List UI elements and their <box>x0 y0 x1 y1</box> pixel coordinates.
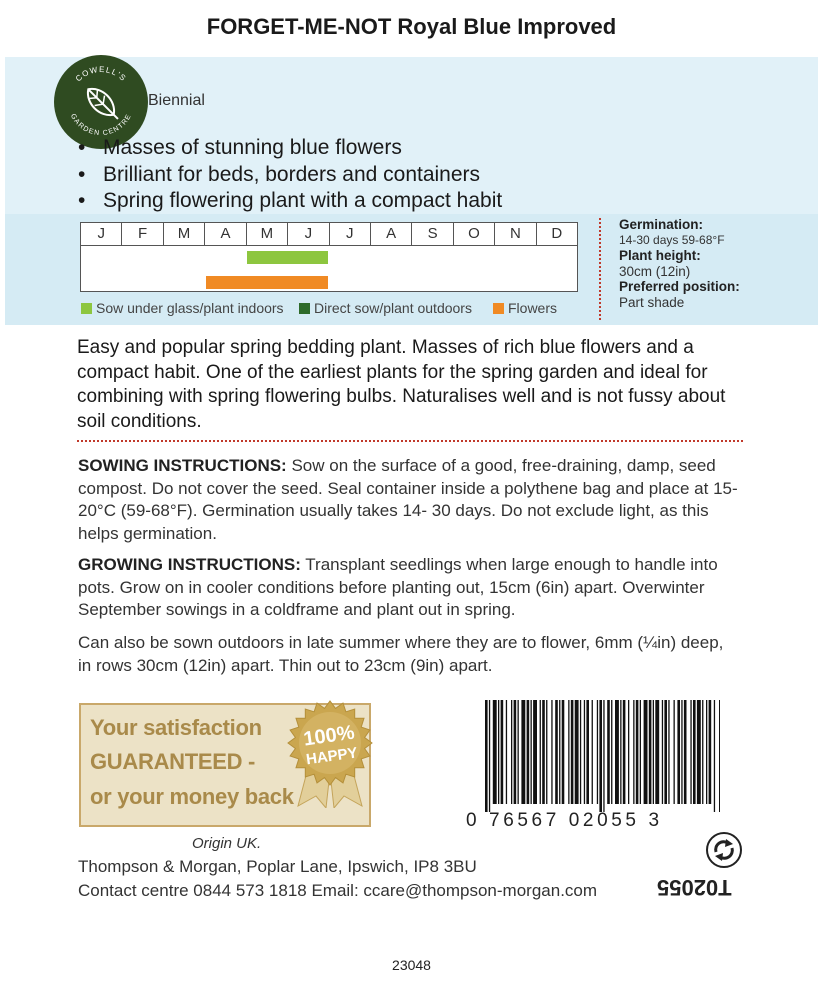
growing-heading: GROWING INSTRUCTIONS: <box>78 555 301 574</box>
barcode-bar <box>655 700 659 804</box>
month-sep: S <box>412 223 453 245</box>
plant-facts <box>619 217 740 311</box>
barcode-bar <box>521 700 525 804</box>
barcode-bar <box>511 700 512 804</box>
barcode-bar <box>653 700 654 804</box>
month-may: M <box>247 223 288 245</box>
plant-type: Biennial <box>148 92 205 109</box>
month-jun: J <box>288 223 329 245</box>
barcode-bar <box>586 700 589 804</box>
outdoor-sowing-note: Can also be sown outdoors in late summer where they are to flower, 6mm (¼in) deep, in rows 30cm (12in) apart. Thin out to 23cm (9in) apart. <box>78 633 724 675</box>
barcode-bar <box>668 700 669 804</box>
barcode-bar <box>551 700 552 804</box>
position-label: Preferred position: <box>619 279 740 295</box>
feature-item: • Spring flowering plant with a compact habit <box>78 188 502 215</box>
barcode-bar <box>546 700 547 804</box>
barcode-bar <box>506 700 507 804</box>
company-address: Thompson & Morgan, Poplar Lane, Ipswich, IP8 3BU <box>78 857 477 876</box>
barcode-bar <box>555 700 558 804</box>
barcode-bar <box>640 700 641 804</box>
sowing-instructions <box>78 455 738 545</box>
contact-line: Contact centre 0844 573 1818 Email: ccare@thompson-morgan.com <box>78 881 598 900</box>
svg-text:COWELL'S <box>74 65 128 83</box>
feature-list <box>78 135 502 215</box>
legend-direct-sow <box>299 300 472 316</box>
guarantee-line-1: Your satisfaction <box>90 715 262 740</box>
barcode-bar <box>540 700 541 804</box>
barcode-bar <box>719 700 720 812</box>
barcode-bar <box>690 700 691 804</box>
barcode-bar <box>531 700 532 804</box>
month-apr: A <box>205 223 246 245</box>
height-label: Plant height: <box>619 248 701 264</box>
barcode-bar <box>636 700 639 804</box>
barcode-bar <box>580 700 581 804</box>
barcode-digits: 0 76567 02055 3 <box>466 810 663 831</box>
seal-percent-text: 100% <box>302 721 356 751</box>
sow-indoors-bar <box>247 251 328 264</box>
barcode-bar <box>559 700 560 804</box>
barcode-bar <box>684 700 687 804</box>
barcode-bar <box>597 700 598 804</box>
sowing-heading: SOWING INSTRUCTIONS: <box>78 456 287 475</box>
barcode-bar <box>649 700 652 804</box>
footer-number: 23048 <box>392 957 431 973</box>
logo-sub-text: GARDEN CENTRE <box>68 112 134 138</box>
legend-flowers-label: Flowers <box>508 300 558 316</box>
sowing-text: Sow on the surface of a good, free-draining, damp, seed compost. Do not cover the seed. Seal container inside a polythene bag and place at 15-20°C (59-68°F). Germination usually takes 14- 30 days. Do not exclude light, as this helps germination. <box>78 456 738 543</box>
barcode-bar <box>677 700 680 804</box>
feature-item: • Brilliant for beds, borders and containers <box>78 162 502 189</box>
barcode-bar <box>498 700 499 804</box>
barcode-bar <box>501 700 504 804</box>
guarantee-line-3: or your money back <box>90 784 294 809</box>
germination-label: Germination: <box>619 217 704 232</box>
barcode-bar <box>628 700 629 804</box>
barcode-bar <box>562 700 565 804</box>
height-value: 30cm (12in) <box>619 263 691 279</box>
barcode-bar <box>489 700 490 812</box>
product-code: T02055 <box>657 875 732 900</box>
legend-direct-sow-label: Direct sow/plant outdoors <box>314 300 472 316</box>
barcode-bar <box>514 700 517 804</box>
month-mar: M <box>164 223 205 245</box>
feature-item: • Masses of stunning blue flowers <box>78 135 502 162</box>
legend-sow-indoors-label: Sow under glass/plant indoors <box>96 300 284 316</box>
growing-text: Transplant seedlings when large enough to handle into pots. Grow on in cooler conditions before planting out, 15cm (6in) apart. Overwinter September sowings in a coldframe and plant out in spring. <box>78 555 718 619</box>
sowing-calendar <box>80 222 578 292</box>
leaf-icon <box>82 83 124 125</box>
barcode-bar <box>706 700 707 804</box>
barcode-bar <box>568 700 569 804</box>
origin: Origin UK. <box>192 835 262 852</box>
barcode-bar <box>527 700 530 804</box>
legend-flowers <box>493 300 557 316</box>
calendar-months <box>81 223 577 246</box>
barcode-bar <box>533 700 537 804</box>
barcode-bar <box>681 700 682 804</box>
month-nov: N <box>495 223 536 245</box>
month-aug: A <box>371 223 412 245</box>
barcode <box>485 700 720 812</box>
barcode-bar <box>603 700 604 812</box>
barcode-bar <box>584 700 585 804</box>
barcode-bar <box>697 700 701 804</box>
direct-sow-swatch <box>299 303 310 314</box>
logo-brand-text: COWELL'S <box>73 64 129 84</box>
dotted-divider <box>599 218 601 320</box>
legend-sow-indoors <box>81 300 284 316</box>
barcode-bar <box>485 700 488 812</box>
guarantee-line-2: GUARANTEED - <box>90 749 256 774</box>
dotted-separator <box>77 440 743 442</box>
position-value: Part shade <box>619 294 685 310</box>
recycle-icon <box>706 832 742 868</box>
germination-value: 14-30 days 59-68°F <box>619 232 725 247</box>
happy-seal-icon <box>278 698 382 808</box>
barcode-bar <box>493 700 497 804</box>
packet-title: FORGET-ME-NOT Royal Blue Improved <box>206 14 617 39</box>
barcode-bar <box>611 700 612 804</box>
barcode-bar <box>599 700 602 812</box>
barcode-bar <box>615 700 619 804</box>
barcode-bar <box>542 700 545 804</box>
svg-text:GARDEN CENTRE <box>69 113 133 137</box>
barcode-bar <box>702 700 703 804</box>
barcode-bar <box>620 700 621 804</box>
month-oct: O <box>454 223 495 245</box>
barcode-bar <box>518 700 519 804</box>
barcode-bar <box>693 700 696 804</box>
barcode-bar <box>592 700 593 804</box>
barcode-bar <box>607 700 610 804</box>
month-feb: F <box>122 223 163 245</box>
barcode-bar <box>662 700 663 804</box>
growing-instructions <box>78 554 738 622</box>
flowers-bar <box>206 276 328 289</box>
sow-indoors-swatch <box>81 303 92 314</box>
description: Easy and popular spring bedding plant. Masses of rich blue flowers and a compact habit. One of the earliest plants for the spring garden and ideal for combining with spring flowering bulbs. Naturalises well and is not fussy about soil conditions. <box>77 337 726 432</box>
flowers-swatch <box>493 303 504 314</box>
month-dec: D <box>551 225 563 242</box>
barcode-bar <box>674 700 675 804</box>
seal-happy-text: HAPPY <box>305 744 359 769</box>
barcode-bar <box>623 700 626 804</box>
barcode-bar <box>571 700 574 804</box>
barcode-bar <box>633 700 634 804</box>
barcode-bar <box>664 700 667 804</box>
barcode-bar <box>714 700 715 812</box>
month-jul: J <box>330 223 371 245</box>
barcode-bar <box>644 700 648 804</box>
barcode-bar <box>575 700 579 804</box>
month-jan: J <box>81 223 122 245</box>
barcode-bar <box>709 700 712 804</box>
